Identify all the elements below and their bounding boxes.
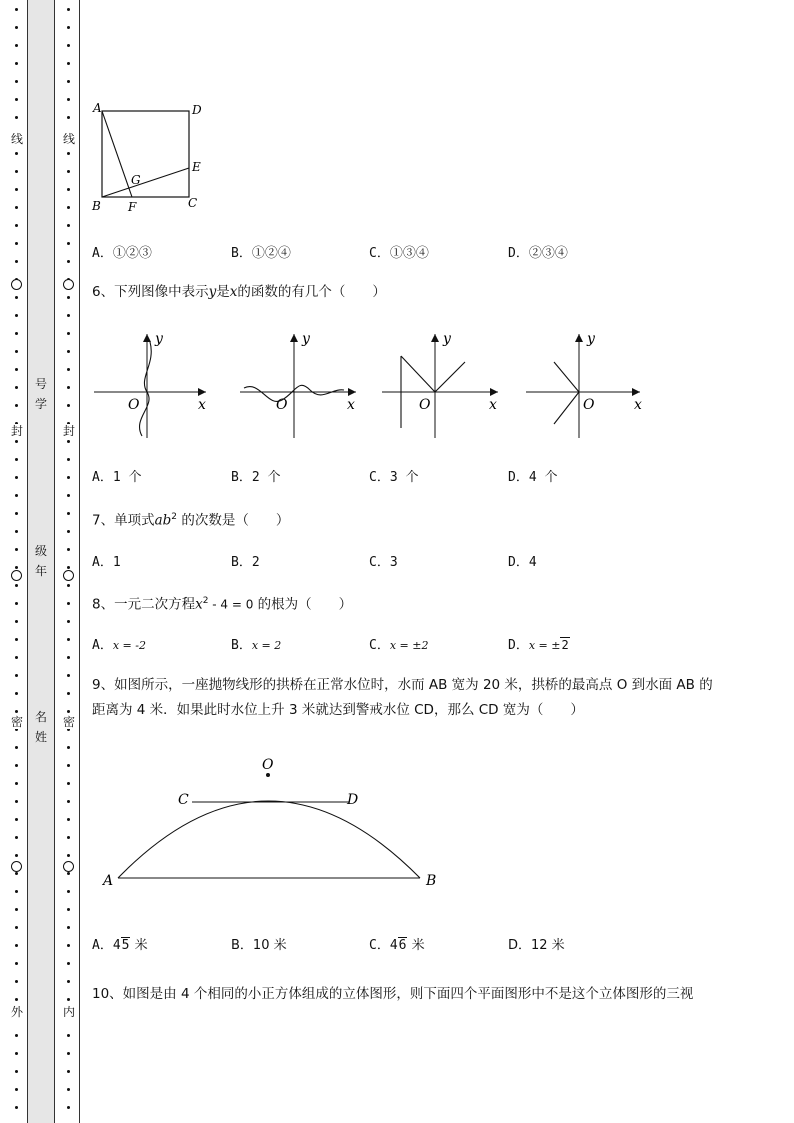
svg-text:y: y — [155, 331, 163, 347]
seal-circle — [63, 861, 74, 872]
q9-options — [92, 934, 732, 954]
binding-dot — [67, 908, 70, 911]
q5-option-b[interactable]: B．①②④ — [231, 246, 291, 261]
point-c-label: C — [188, 196, 198, 210]
q5-options — [92, 242, 732, 262]
binding-dot — [15, 908, 18, 911]
binding-dot — [15, 242, 18, 245]
binding-dot — [67, 386, 70, 389]
binding-dot — [15, 368, 18, 371]
binding-dot — [67, 980, 70, 983]
binding-dot — [67, 8, 70, 11]
binding-dot — [15, 566, 18, 569]
binding-dot — [15, 440, 18, 443]
graph-2 — [240, 331, 356, 438]
seal-circle — [63, 279, 74, 290]
binding-dot — [67, 872, 70, 875]
q6-option-a[interactable]: A．1 个 — [92, 470, 142, 485]
binding-dot — [15, 62, 18, 65]
binding-dot — [67, 350, 70, 353]
binding-dot — [15, 494, 18, 497]
binding-dot — [67, 818, 70, 821]
q7-option-d[interactable]: D．4 — [508, 555, 537, 570]
binding-dot — [15, 926, 18, 929]
svg-text:x: x — [347, 397, 355, 413]
binding-dot — [67, 368, 70, 371]
svg-text:O: O — [276, 397, 288, 413]
binding-dot — [67, 584, 70, 587]
q6-option-b[interactable]: B．2 个 — [231, 470, 281, 485]
binding-dot — [15, 944, 18, 947]
seal-char-mi-outer: 密 — [10, 715, 23, 729]
binding-dot — [15, 548, 18, 551]
binding-dot — [15, 1070, 18, 1073]
seal-char-xian-inner: 线 — [62, 132, 75, 146]
q6-option-c[interactable]: C．3 个 — [369, 470, 419, 485]
svg-text:y: y — [302, 331, 310, 347]
binding-dot — [67, 890, 70, 893]
bridge-b-label: B — [426, 873, 437, 889]
bridge-a-label: A — [103, 873, 114, 889]
svg-text:O: O — [419, 397, 431, 413]
binding-dot — [15, 764, 18, 767]
binding-dot — [15, 80, 18, 83]
q5-option-d[interactable]: D．②③④ — [508, 246, 568, 261]
binding-dot — [67, 260, 70, 263]
seal-char-xian-outer: 线 — [10, 132, 23, 146]
binding-dot — [15, 350, 18, 353]
binding-dot — [15, 296, 18, 299]
seal-char-nei: 内 — [62, 1005, 75, 1019]
binding-dot — [67, 1034, 70, 1037]
binding-dot — [15, 962, 18, 965]
binding-dot — [15, 512, 18, 515]
seal-circle — [11, 570, 22, 581]
binding-dot — [67, 548, 70, 551]
binding-dot — [67, 98, 70, 101]
point-e-label: E — [192, 160, 201, 174]
binding-dot — [15, 44, 18, 47]
q5-option-c[interactable]: C．①③④ — [369, 246, 429, 261]
binding-dot — [15, 1106, 18, 1109]
binding-inner-border — [79, 0, 80, 1123]
binding-dot — [15, 206, 18, 209]
binding-strip — [27, 0, 55, 1123]
graph-3 — [382, 331, 498, 438]
q9-option-b[interactable]: B．10 米 — [231, 938, 287, 953]
label-ming: 名 — [34, 710, 47, 724]
binding-dot — [67, 1070, 70, 1073]
q6-stem: 6、下列图像中表示y是x的函数的有几个（ ） — [92, 284, 386, 300]
seal-char-wai: 外 — [10, 1005, 23, 1019]
bridge-c-label: C — [178, 792, 189, 808]
binding-dot — [67, 404, 70, 407]
binding-dot — [15, 782, 18, 785]
binding-dot — [67, 188, 70, 191]
binding-dot — [67, 854, 70, 857]
label-ji: 级 — [34, 544, 47, 558]
binding-dot — [15, 26, 18, 29]
binding-dot — [67, 152, 70, 155]
svg-text:y: y — [587, 331, 595, 347]
binding-dot — [15, 602, 18, 605]
seal-char-feng-inner: 封 — [62, 424, 75, 438]
binding-dot — [67, 296, 70, 299]
binding-dot — [15, 530, 18, 533]
binding-dot — [15, 98, 18, 101]
binding-dot — [67, 1106, 70, 1109]
q7-option-a[interactable]: A．1 — [92, 555, 121, 570]
q6-option-d[interactable]: D．4 个 — [508, 470, 558, 485]
seal-char-mi-inner: 密 — [62, 715, 75, 729]
binding-dot — [15, 710, 18, 713]
q8-option-c[interactable]: C．x = ±2 — [369, 638, 429, 653]
bridge-figure — [98, 752, 448, 892]
graph-4 — [526, 331, 642, 438]
binding-dot — [15, 854, 18, 857]
binding-dot — [15, 1088, 18, 1091]
point-d-label: D — [192, 103, 202, 117]
binding-dot — [67, 512, 70, 515]
binding-dot — [67, 1088, 70, 1091]
binding-dot — [67, 26, 70, 29]
q6-options — [92, 466, 732, 486]
bridge-top-label: O — [262, 757, 274, 773]
q5-option-a[interactable]: A．①②③ — [92, 246, 152, 261]
binding-dot — [67, 674, 70, 677]
q7-options — [92, 551, 732, 571]
binding-dot — [67, 782, 70, 785]
svg-text:x: x — [198, 397, 206, 413]
binding-dot — [15, 458, 18, 461]
binding-dot — [15, 692, 18, 695]
q8-stem: 8、一元二次方程$x^2 - 4 = 0$ 的根为（ ） — [92, 596, 353, 613]
binding-dot — [67, 80, 70, 83]
binding-dot — [67, 44, 70, 47]
point-a-label: A — [93, 101, 102, 115]
binding-dot — [67, 692, 70, 695]
binding-dot — [67, 800, 70, 803]
binding-dot — [67, 62, 70, 65]
graph-1 — [94, 331, 206, 438]
binding-dot — [15, 224, 18, 227]
label-nian: 年 — [34, 564, 47, 578]
binding-dot — [67, 710, 70, 713]
binding-dot — [15, 656, 18, 659]
binding-dot — [67, 638, 70, 641]
q7-option-b[interactable]: B．2 — [231, 555, 260, 570]
binding-dot — [15, 476, 18, 479]
q8-option-a[interactable]: A．x = -2 — [92, 638, 146, 653]
q7-option-c[interactable]: C．3 — [369, 555, 398, 570]
q9-option-d[interactable]: D．12 米 — [508, 938, 565, 953]
binding-dot — [67, 494, 70, 497]
binding-dot — [67, 836, 70, 839]
point-f-label: F — [128, 200, 137, 214]
binding-dot — [15, 1034, 18, 1037]
binding-dot — [15, 998, 18, 1001]
binding-dot — [67, 764, 70, 767]
svg-text:O: O — [128, 397, 140, 413]
q8-options — [92, 634, 732, 654]
square-figure — [88, 98, 208, 218]
bridge-d-label: D — [347, 792, 359, 808]
svg-text:y: y — [443, 331, 451, 347]
q9-stem-line2: 距离为 4 米．如果此时水位上升 3 米就达到警戒水位 CD，那么 CD 宽为（ ） — [92, 702, 584, 718]
binding-dot — [15, 980, 18, 983]
binding-dot — [15, 332, 18, 335]
binding-dot — [67, 206, 70, 209]
binding-dot — [15, 260, 18, 263]
label-xue: 学 — [34, 397, 47, 411]
binding-dot — [67, 170, 70, 173]
seal-char-feng-outer: 封 — [10, 424, 23, 438]
q7-stem: 7、单项式$ab^2$ 的次数是（ ） — [92, 512, 290, 529]
binding-dot — [67, 746, 70, 749]
binding-dot — [67, 116, 70, 119]
inner-dotted-line — [62, 0, 76, 1123]
binding-dot — [15, 404, 18, 407]
binding-dot — [15, 818, 18, 821]
binding-dot — [15, 620, 18, 623]
binding-dot — [15, 314, 18, 317]
binding-dot — [15, 674, 18, 677]
point-g-label: G — [131, 173, 141, 187]
binding-dot — [67, 944, 70, 947]
binding-dot — [67, 440, 70, 443]
binding-dot — [67, 926, 70, 929]
seal-circle — [63, 570, 74, 581]
binding-dot — [67, 332, 70, 335]
binding-dot — [67, 962, 70, 965]
binding-dot — [15, 1052, 18, 1055]
binding-dot — [67, 602, 70, 605]
label-xing: 姓 — [34, 730, 47, 744]
binding-dot — [67, 620, 70, 623]
svg-text:O: O — [583, 397, 595, 413]
q6-graphs — [88, 328, 658, 443]
binding-dot — [15, 746, 18, 749]
binding-dot — [15, 584, 18, 587]
q10-stem: 10、如图是由 4 个相同的小正方体组成的立体图形，则下面四个平面图形中不是这个立体图形的三视 — [92, 986, 694, 1002]
binding-dot — [15, 890, 18, 893]
label-hao: 号 — [34, 377, 47, 391]
binding-dot — [15, 386, 18, 389]
q9-option-c[interactable]: C．46 米 — [369, 938, 425, 953]
binding-dot — [15, 152, 18, 155]
svg-text:x: x — [634, 397, 642, 413]
binding-dot — [15, 170, 18, 173]
binding-dot — [67, 458, 70, 461]
binding-dot — [67, 1052, 70, 1055]
svg-text:x: x — [489, 397, 497, 413]
seal-circle — [11, 861, 22, 872]
q8-option-b[interactable]: B．x = 2 — [231, 638, 282, 653]
q9-option-a[interactable]: A．45 米 — [92, 938, 148, 953]
binding-dot — [67, 656, 70, 659]
q8-option-d[interactable]: D．x = ±2 — [508, 638, 569, 653]
binding-dot — [15, 116, 18, 119]
binding-dot — [67, 476, 70, 479]
binding-dot — [15, 800, 18, 803]
binding-dot — [67, 242, 70, 245]
binding-dot — [67, 530, 70, 533]
binding-dot — [67, 224, 70, 227]
binding-dot — [15, 872, 18, 875]
binding-dot — [15, 188, 18, 191]
point-b-label: B — [92, 199, 101, 213]
seal-circle — [11, 279, 22, 290]
binding-dot — [15, 638, 18, 641]
binding-dot — [15, 8, 18, 11]
binding-dot — [67, 998, 70, 1001]
outer-dotted-line — [10, 0, 24, 1123]
q9-stem-line1: 9、如图所示，一座抛物线形的拱桥在正常水位时，水而 AB 宽为 20 米，拱桥的最高点 O 到水面 AB 的 — [92, 677, 713, 693]
binding-dot — [67, 566, 70, 569]
binding-dot — [67, 314, 70, 317]
binding-dot — [15, 836, 18, 839]
